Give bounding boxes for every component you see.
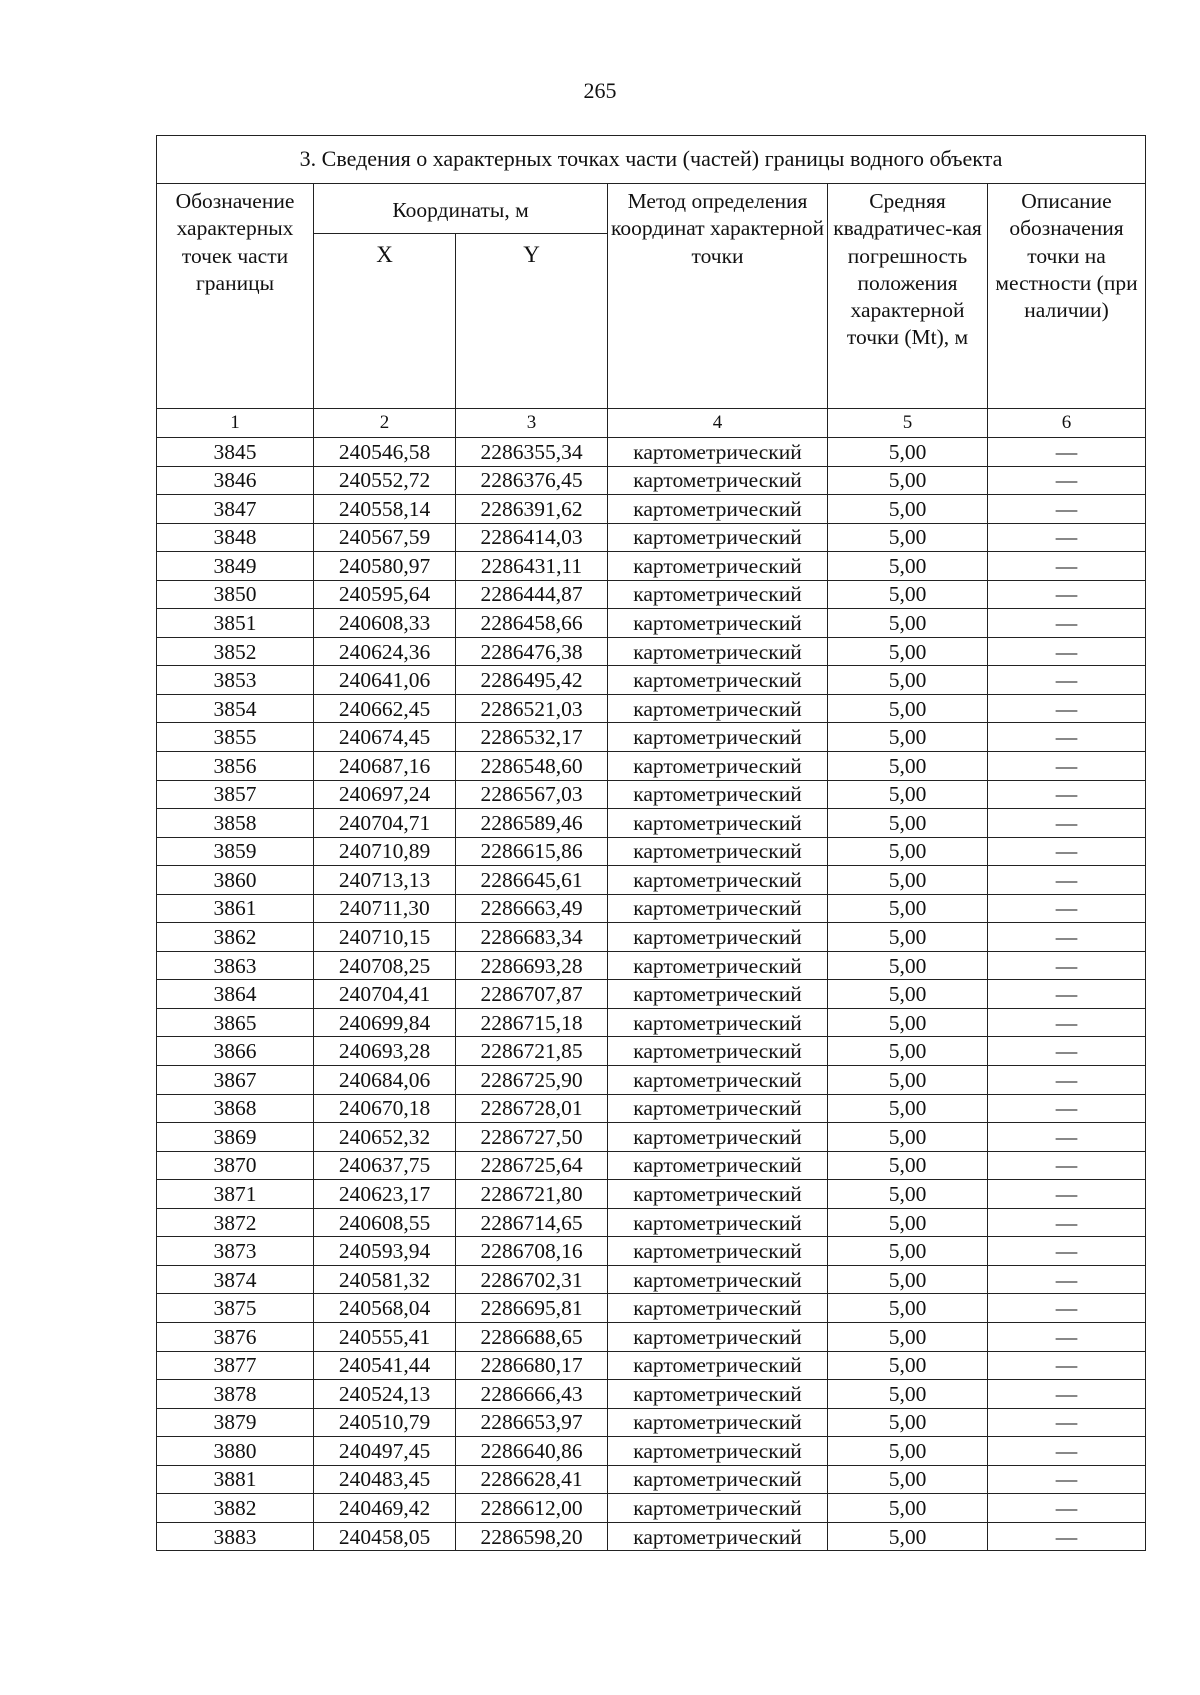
cell-y-coordinate: 2286414,03 [456, 523, 608, 552]
cell-error: 5,00 [828, 980, 988, 1009]
table-row [157, 1522, 1146, 1551]
cell-y-coordinate: 2286715,18 [456, 1008, 608, 1037]
cell-point-id: 3852 [157, 637, 314, 666]
cell-error: 5,00 [828, 1408, 988, 1437]
cell-point-id: 3847 [157, 495, 314, 524]
table-row [157, 637, 1146, 666]
cell-x-coordinate: 240546,58 [314, 438, 456, 467]
cell-error: 5,00 [828, 1351, 988, 1380]
table-row [157, 1180, 1146, 1209]
cell-y-coordinate: 2286695,81 [456, 1294, 608, 1323]
cell-description: — [988, 923, 1146, 952]
table-row [157, 552, 1146, 581]
cell-y-coordinate: 2286589,46 [456, 809, 608, 838]
cell-y-coordinate: 2286680,17 [456, 1351, 608, 1380]
cell-description: — [988, 894, 1146, 923]
cell-point-id: 3874 [157, 1265, 314, 1294]
cell-method: картометрический [608, 980, 828, 1009]
cell-description: — [988, 1522, 1146, 1551]
table-row [157, 951, 1146, 980]
cell-method: картометрический [608, 1008, 828, 1037]
cell-x-coordinate: 240608,55 [314, 1208, 456, 1237]
cell-description: — [988, 1494, 1146, 1523]
table-row [157, 1465, 1146, 1494]
column-number: 3 [456, 409, 608, 438]
table-row [157, 1237, 1146, 1266]
cell-description: — [988, 523, 1146, 552]
cell-description: — [988, 637, 1146, 666]
table-row [157, 609, 1146, 638]
cell-point-id: 3856 [157, 752, 314, 781]
table-row [157, 438, 1146, 467]
cell-x-coordinate: 240497,45 [314, 1437, 456, 1466]
cell-point-id: 3846 [157, 466, 314, 495]
cell-method: картометрический [608, 438, 828, 467]
cell-error: 5,00 [828, 694, 988, 723]
cell-y-coordinate: 2286727,50 [456, 1123, 608, 1152]
table-row [157, 1265, 1146, 1294]
cell-y-coordinate: 2286688,65 [456, 1322, 608, 1351]
cell-point-id: 3863 [157, 951, 314, 980]
cell-point-id: 3857 [157, 780, 314, 809]
cell-method: картометрический [608, 1465, 828, 1494]
cell-x-coordinate: 240652,32 [314, 1123, 456, 1152]
cell-description: — [988, 1008, 1146, 1037]
cell-x-coordinate: 240713,13 [314, 866, 456, 895]
cell-error: 5,00 [828, 951, 988, 980]
cell-error: 5,00 [828, 637, 988, 666]
cell-point-id: 3853 [157, 666, 314, 695]
cell-y-coordinate: 2286645,61 [456, 866, 608, 895]
cell-x-coordinate: 240558,14 [314, 495, 456, 524]
cell-description: — [988, 438, 1146, 467]
cell-error: 5,00 [828, 1151, 988, 1180]
cell-x-coordinate: 240641,06 [314, 666, 456, 695]
cell-x-coordinate: 240595,64 [314, 580, 456, 609]
cell-description: — [988, 1380, 1146, 1409]
cell-error: 5,00 [828, 466, 988, 495]
table-row [157, 980, 1146, 1009]
cell-y-coordinate: 2286721,85 [456, 1037, 608, 1066]
cell-x-coordinate: 240637,75 [314, 1151, 456, 1180]
cell-point-id: 3864 [157, 980, 314, 1009]
cell-point-id: 3875 [157, 1294, 314, 1323]
cell-description: — [988, 951, 1146, 980]
table-row [157, 894, 1146, 923]
cell-y-coordinate: 2286431,11 [456, 552, 608, 581]
cell-description: — [988, 1322, 1146, 1351]
cell-description: — [988, 1265, 1146, 1294]
cell-x-coordinate: 240687,16 [314, 752, 456, 781]
table-row [157, 1208, 1146, 1237]
cell-description: — [988, 980, 1146, 1009]
cell-method: картометрический [608, 466, 828, 495]
cell-method: картометрический [608, 1437, 828, 1466]
cell-description: — [988, 666, 1146, 695]
table-row [157, 1494, 1146, 1523]
cell-x-coordinate: 240699,84 [314, 1008, 456, 1037]
cell-point-id: 3865 [157, 1008, 314, 1037]
header-y: Y [456, 234, 608, 409]
cell-y-coordinate: 2286444,87 [456, 580, 608, 609]
cell-method: картометрический [608, 837, 828, 866]
cell-error: 5,00 [828, 495, 988, 524]
cell-point-id: 3845 [157, 438, 314, 467]
cell-x-coordinate: 240567,59 [314, 523, 456, 552]
header-method: Метод определения координат характерной точки [608, 184, 828, 409]
table-row [157, 1322, 1146, 1351]
cell-error: 5,00 [828, 1066, 988, 1095]
column-number: 5 [828, 409, 988, 438]
cell-y-coordinate: 2286707,87 [456, 980, 608, 1009]
cell-y-coordinate: 2286714,65 [456, 1208, 608, 1237]
cell-point-id: 3881 [157, 1465, 314, 1494]
cell-error: 5,00 [828, 1494, 988, 1523]
cell-x-coordinate: 240469,42 [314, 1494, 456, 1523]
table-row [157, 752, 1146, 781]
cell-method: картометрический [608, 1237, 828, 1266]
cell-error: 5,00 [828, 1008, 988, 1037]
table-row [157, 523, 1146, 552]
cell-description: — [988, 752, 1146, 781]
cell-x-coordinate: 240684,06 [314, 1066, 456, 1095]
cell-point-id: 3869 [157, 1123, 314, 1152]
cell-description: — [988, 495, 1146, 524]
cell-method: картометрический [608, 523, 828, 552]
cell-description: — [988, 780, 1146, 809]
cell-y-coordinate: 2286548,60 [456, 752, 608, 781]
cell-point-id: 3870 [157, 1151, 314, 1180]
cell-method: картометрический [608, 951, 828, 980]
table-row [157, 837, 1146, 866]
cell-x-coordinate: 240624,36 [314, 637, 456, 666]
cell-x-coordinate: 240693,28 [314, 1037, 456, 1066]
cell-description: — [988, 609, 1146, 638]
cell-point-id: 3862 [157, 923, 314, 952]
cell-error: 5,00 [828, 752, 988, 781]
header-coordinates: Координаты, м [314, 184, 608, 234]
cell-method: картометрический [608, 580, 828, 609]
cell-point-id: 3860 [157, 866, 314, 895]
cell-method: картометрический [608, 666, 828, 695]
cell-method: картометрический [608, 1123, 828, 1152]
cell-y-coordinate: 2286567,03 [456, 780, 608, 809]
cell-y-coordinate: 2286376,45 [456, 466, 608, 495]
cell-point-id: 3849 [157, 552, 314, 581]
cell-x-coordinate: 240670,18 [314, 1094, 456, 1123]
cell-method: картометрический [608, 752, 828, 781]
table-row [157, 809, 1146, 838]
cell-y-coordinate: 2286725,90 [456, 1066, 608, 1095]
cell-point-id: 3872 [157, 1208, 314, 1237]
cell-method: картометрический [608, 1522, 828, 1551]
cell-error: 5,00 [828, 1094, 988, 1123]
cell-error: 5,00 [828, 837, 988, 866]
cell-method: картометрический [608, 723, 828, 752]
table-row [157, 1151, 1146, 1180]
cell-method: картометрический [608, 1066, 828, 1095]
cell-point-id: 3866 [157, 1037, 314, 1066]
cell-point-id: 3854 [157, 694, 314, 723]
cell-x-coordinate: 240697,24 [314, 780, 456, 809]
header-row-top [157, 184, 1146, 234]
cell-y-coordinate: 2286391,62 [456, 495, 608, 524]
cell-x-coordinate: 240568,04 [314, 1294, 456, 1323]
cell-method: картометрический [608, 1351, 828, 1380]
cell-description: — [988, 1208, 1146, 1237]
table-row [157, 1123, 1146, 1152]
cell-point-id: 3850 [157, 580, 314, 609]
cell-y-coordinate: 2286640,86 [456, 1437, 608, 1466]
cell-method: картометрический [608, 894, 828, 923]
table-row [157, 723, 1146, 752]
cell-x-coordinate: 240674,45 [314, 723, 456, 752]
page-number: 265 [583, 78, 617, 103]
cell-x-coordinate: 240524,13 [314, 1380, 456, 1409]
table-row [157, 1094, 1146, 1123]
cell-y-coordinate: 2286728,01 [456, 1094, 608, 1123]
table-row [157, 1066, 1146, 1095]
cell-error: 5,00 [828, 1180, 988, 1209]
cell-error: 5,00 [828, 923, 988, 952]
column-number: 4 [608, 409, 828, 438]
cell-description: — [988, 723, 1146, 752]
cell-method: картометрический [608, 637, 828, 666]
cell-error: 5,00 [828, 666, 988, 695]
cell-method: картометрический [608, 1151, 828, 1180]
cell-description: — [988, 1066, 1146, 1095]
cell-y-coordinate: 2286708,16 [456, 1237, 608, 1266]
cell-method: картометрический [608, 1180, 828, 1209]
cell-error: 5,00 [828, 1294, 988, 1323]
cell-point-id: 3880 [157, 1437, 314, 1466]
cell-error: 5,00 [828, 1237, 988, 1266]
cell-error: 5,00 [828, 1522, 988, 1551]
cell-error: 5,00 [828, 1380, 988, 1409]
cell-y-coordinate: 2286458,66 [456, 609, 608, 638]
header-designation: Обозначение характерных точек части границы [157, 184, 314, 409]
table-row [157, 1380, 1146, 1409]
cell-point-id: 3855 [157, 723, 314, 752]
cell-x-coordinate: 240710,15 [314, 923, 456, 952]
table-row [157, 466, 1146, 495]
column-number: 2 [314, 409, 456, 438]
cell-error: 5,00 [828, 1465, 988, 1494]
cell-error: 5,00 [828, 1037, 988, 1066]
table-row [157, 1437, 1146, 1466]
cell-method: картометрический [608, 1380, 828, 1409]
table-row [157, 1351, 1146, 1380]
cell-method: картометрический [608, 780, 828, 809]
cell-y-coordinate: 2286628,41 [456, 1465, 608, 1494]
cell-error: 5,00 [828, 1437, 988, 1466]
cell-y-coordinate: 2286532,17 [456, 723, 608, 752]
header-error: Средняя квадратичес-кая погрешность положения характерной точки (Mt), м [828, 184, 988, 409]
cell-method: картометрический [608, 1208, 828, 1237]
cell-point-id: 3848 [157, 523, 314, 552]
cell-point-id: 3868 [157, 1094, 314, 1123]
cell-description: — [988, 552, 1146, 581]
cell-error: 5,00 [828, 1208, 988, 1237]
cell-point-id: 3861 [157, 894, 314, 923]
cell-description: — [988, 866, 1146, 895]
cell-y-coordinate: 2286355,34 [456, 438, 608, 467]
cell-x-coordinate: 240704,71 [314, 809, 456, 838]
table-row [157, 1037, 1146, 1066]
cell-description: — [988, 1294, 1146, 1323]
cell-error: 5,00 [828, 723, 988, 752]
cell-method: картометрический [608, 1037, 828, 1066]
table-row [157, 1408, 1146, 1437]
cell-method: картометрический [608, 1094, 828, 1123]
cell-x-coordinate: 240711,30 [314, 894, 456, 923]
cell-x-coordinate: 240704,41 [314, 980, 456, 1009]
cell-error: 5,00 [828, 866, 988, 895]
cell-method: картометрический [608, 1294, 828, 1323]
cell-method: картометрический [608, 1322, 828, 1351]
cell-point-id: 3883 [157, 1522, 314, 1551]
cell-method: картометрический [608, 552, 828, 581]
cell-x-coordinate: 240581,32 [314, 1265, 456, 1294]
cell-description: — [988, 1465, 1146, 1494]
cell-point-id: 3859 [157, 837, 314, 866]
cell-point-id: 3878 [157, 1380, 314, 1409]
table-row [157, 1008, 1146, 1037]
cell-y-coordinate: 2286598,20 [456, 1522, 608, 1551]
cell-point-id: 3882 [157, 1494, 314, 1523]
boundary-points-table [156, 135, 1146, 1551]
cell-description: — [988, 1151, 1146, 1180]
table-row [157, 780, 1146, 809]
table-row [157, 1294, 1146, 1323]
cell-y-coordinate: 2286693,28 [456, 951, 608, 980]
cell-description: — [988, 1351, 1146, 1380]
cell-description: — [988, 1437, 1146, 1466]
cell-error: 5,00 [828, 580, 988, 609]
cell-point-id: 3873 [157, 1237, 314, 1266]
cell-x-coordinate: 240662,45 [314, 694, 456, 723]
cell-y-coordinate: 2286721,80 [456, 1180, 608, 1209]
cell-x-coordinate: 240580,97 [314, 552, 456, 581]
cell-x-coordinate: 240593,94 [314, 1237, 456, 1266]
cell-y-coordinate: 2286702,31 [456, 1265, 608, 1294]
cell-y-coordinate: 2286683,34 [456, 923, 608, 952]
table-row [157, 866, 1146, 895]
cell-method: картометрический [608, 1265, 828, 1294]
cell-point-id: 3871 [157, 1180, 314, 1209]
cell-x-coordinate: 240541,44 [314, 1351, 456, 1380]
cell-description: — [988, 580, 1146, 609]
cell-description: — [988, 1408, 1146, 1437]
cell-x-coordinate: 240555,41 [314, 1322, 456, 1351]
cell-y-coordinate: 2286521,03 [456, 694, 608, 723]
column-number: 6 [988, 409, 1146, 438]
cell-y-coordinate: 2286653,97 [456, 1408, 608, 1437]
column-number-row [157, 409, 1146, 438]
cell-y-coordinate: 2286666,43 [456, 1380, 608, 1409]
cell-method: картометрический [608, 694, 828, 723]
cell-x-coordinate: 240552,72 [314, 466, 456, 495]
cell-point-id: 3877 [157, 1351, 314, 1380]
cell-y-coordinate: 2286612,00 [456, 1494, 608, 1523]
cell-y-coordinate: 2286495,42 [456, 666, 608, 695]
cell-method: картометрический [608, 495, 828, 524]
cell-y-coordinate: 2286615,86 [456, 837, 608, 866]
cell-error: 5,00 [828, 609, 988, 638]
cell-description: — [988, 1123, 1146, 1152]
cell-description: — [988, 809, 1146, 838]
cell-x-coordinate: 240708,25 [314, 951, 456, 980]
table-row [157, 666, 1146, 695]
column-number: 1 [157, 409, 314, 438]
cell-method: картометрический [608, 609, 828, 638]
cell-point-id: 3876 [157, 1322, 314, 1351]
cell-description: — [988, 837, 1146, 866]
cell-description: — [988, 1180, 1146, 1209]
cell-x-coordinate: 240483,45 [314, 1465, 456, 1494]
cell-x-coordinate: 240623,17 [314, 1180, 456, 1209]
cell-method: картометрический [608, 866, 828, 895]
cell-x-coordinate: 240710,89 [314, 837, 456, 866]
header-x: X [314, 234, 456, 409]
cell-x-coordinate: 240510,79 [314, 1408, 456, 1437]
cell-error: 5,00 [828, 1322, 988, 1351]
cell-point-id: 3858 [157, 809, 314, 838]
cell-error: 5,00 [828, 809, 988, 838]
cell-description: — [988, 466, 1146, 495]
cell-error: 5,00 [828, 1123, 988, 1152]
table-caption-row [157, 136, 1146, 184]
cell-description: — [988, 1037, 1146, 1066]
header-description: Описание обозначения точки на местности (при наличии) [988, 184, 1146, 409]
cell-error: 5,00 [828, 894, 988, 923]
cell-x-coordinate: 240458,05 [314, 1522, 456, 1551]
cell-error: 5,00 [828, 1265, 988, 1294]
cell-x-coordinate: 240608,33 [314, 609, 456, 638]
cell-point-id: 3867 [157, 1066, 314, 1095]
cell-description: — [988, 1094, 1146, 1123]
cell-error: 5,00 [828, 552, 988, 581]
table-caption: 3. Сведения о характерных точках части (частей) границы водного объекта [157, 136, 1146, 184]
cell-point-id: 3851 [157, 609, 314, 638]
cell-y-coordinate: 2286725,64 [456, 1151, 608, 1180]
cell-description: — [988, 1237, 1146, 1266]
cell-description: — [988, 694, 1146, 723]
cell-point-id: 3879 [157, 1408, 314, 1437]
table-row [157, 694, 1146, 723]
table-row [157, 580, 1146, 609]
cell-error: 5,00 [828, 780, 988, 809]
cell-method: картометрический [608, 809, 828, 838]
table-row [157, 923, 1146, 952]
cell-method: картометрический [608, 923, 828, 952]
table-row [157, 495, 1146, 524]
cell-y-coordinate: 2286476,38 [456, 637, 608, 666]
cell-error: 5,00 [828, 523, 988, 552]
cell-method: картометрический [608, 1494, 828, 1523]
cell-y-coordinate: 2286663,49 [456, 894, 608, 923]
cell-error: 5,00 [828, 438, 988, 467]
cell-method: картометрический [608, 1408, 828, 1437]
